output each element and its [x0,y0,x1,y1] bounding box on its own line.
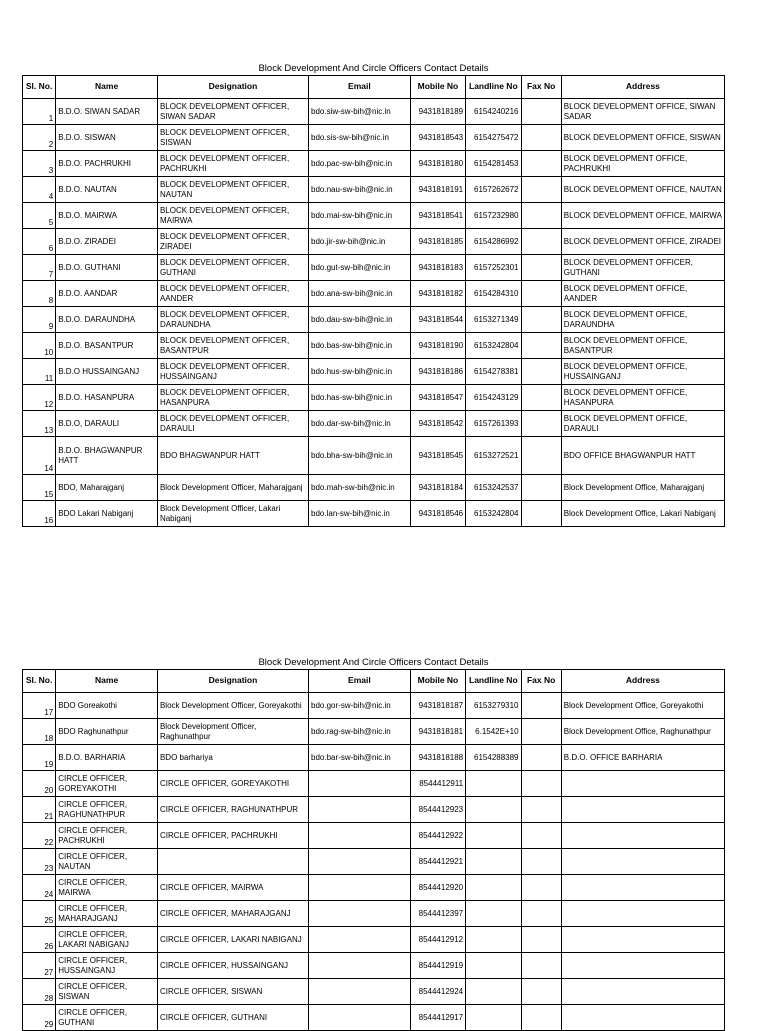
cell-designation: Block Development Officer, Raghunathpur [157,719,308,745]
cell-name: B.D.O. DARAUNDHA [56,307,158,333]
header-name: Name [56,670,158,693]
cell-fax [521,385,561,411]
cell-fax [521,411,561,437]
cell-sl-no: 21 [23,797,56,823]
header-designation: Designation [157,670,308,693]
cell-mobile: 9431818191 [410,177,465,203]
cell-email: bdo.ana-sw-bih@nic.in [309,281,411,307]
cell-email [309,875,411,901]
cell-sl-no: 1 [23,99,56,125]
cell-name: B.D.O. HASANPURA [56,385,158,411]
cell-mobile: 9431818545 [410,437,465,475]
cell-landline: 6153242537 [466,475,521,501]
cell-email: bdo.dar-sw-bih@nic.in [309,411,411,437]
cell-mobile: 9431818180 [410,151,465,177]
table-row [23,99,725,125]
cell-name: B.D.O HUSSAINGANJ [56,359,158,385]
cell-mobile: 9431818546 [410,501,465,527]
contacts-table [22,75,725,527]
cell-designation: Block Development Officer, Goreyakothi [157,693,308,719]
cell-designation: CIRCLE OFFICER, LAKARI NABIGANJ [157,927,308,953]
cell-designation: CIRCLE OFFICER, GOREYAKOTHI [157,771,308,797]
cell-landline [466,771,521,797]
header-email: Email [309,670,411,693]
cell-email: bdo.mai-sw-bih@nic.in [309,203,411,229]
header-email: Email [309,76,411,99]
cell-designation: BLOCK DEVELOPMENT OFFICER, DARAUNDHA [157,307,308,333]
cell-name: BDO Raghunathpur [56,719,158,745]
cell-address: BLOCK DEVELOPMENT OFFICE, PACHRUKHI [561,151,724,177]
cell-fax [521,151,561,177]
table-row [23,927,725,953]
cell-sl-no: 26 [23,927,56,953]
cell-fax [521,203,561,229]
cell-name: CIRCLE OFFICER, MAHARAJGANJ [56,901,158,927]
cell-sl-no: 29 [23,1005,56,1031]
cell-landline [466,875,521,901]
cell-fax [521,979,561,1005]
cell-address: BDO OFFICE BHAGWANPUR HATT [561,437,724,475]
cell-email: bdo.rag-sw-bih@nic.in [309,719,411,745]
header-address: Address [561,76,724,99]
cell-fax [521,501,561,527]
cell-fax [521,693,561,719]
cell-mobile: 9431818186 [410,359,465,385]
table-row [23,229,725,255]
cell-mobile: 8544412912 [410,927,465,953]
cell-designation: CIRCLE OFFICER, MAIRWA [157,875,308,901]
cell-sl-no: 5 [23,203,56,229]
cell-address: B.D.O. OFFICE BARHARIA [561,745,724,771]
cell-sl-no: 28 [23,979,56,1005]
table-row [23,437,725,475]
cell-address: BLOCK DEVELOPMENT OFFICE, HASANPURA [561,385,724,411]
cell-email [309,849,411,875]
cell-sl-no: 16 [23,501,56,527]
cell-name: B.D.O. BASANTPUR [56,333,158,359]
cell-mobile: 8544412917 [410,1005,465,1031]
cell-fax [521,437,561,475]
cell-landline: 6154278381 [466,359,521,385]
header-designation: Designation [157,76,308,99]
cell-address: BLOCK DEVELOPMENT OFFICE, DARAUNDHA [561,307,724,333]
cell-name: CIRCLE OFFICER, HUSSAINGANJ [56,953,158,979]
cell-fax [521,719,561,745]
cell-mobile: 8544412924 [410,979,465,1005]
cell-mobile: 9431818188 [410,745,465,771]
cell-landline: 6157232980 [466,203,521,229]
cell-landline: 6154240216 [466,99,521,125]
cell-address: BLOCK DEVELOPMENT OFFICE, ZIRADEI [561,229,724,255]
table-row [23,953,725,979]
sheet-2 [22,656,725,1031]
cell-name: CIRCLE OFFICER, RAGHUNATHPUR [56,797,158,823]
cell-designation: CIRCLE OFFICER, HUSSAINGANJ [157,953,308,979]
cell-sl-no: 23 [23,849,56,875]
cell-landline [466,823,521,849]
cell-landline [466,797,521,823]
cell-mobile: 9431818542 [410,411,465,437]
header-landline-no: Landline No [466,76,521,99]
table-row [23,745,725,771]
cell-landline: 6154286992 [466,229,521,255]
cell-mobile: 9431818190 [410,333,465,359]
cell-mobile: 9431818544 [410,307,465,333]
cell-address [561,979,724,1005]
table-row [23,307,725,333]
cell-designation: BLOCK DEVELOPMENT OFFICER, HASANPURA [157,385,308,411]
cell-sl-no: 2 [23,125,56,151]
cell-address [561,797,724,823]
cell-name: B.D.O, DARAULI [56,411,158,437]
cell-landline [466,979,521,1005]
cell-landline: 6157252301 [466,255,521,281]
cell-email [309,823,411,849]
cell-email [309,797,411,823]
cell-name: CIRCLE OFFICER, MAIRWA [56,875,158,901]
cell-designation: BLOCK DEVELOPMENT OFFICER, SIWAN SADAR [157,99,308,125]
sheet-1 [22,62,725,527]
cell-name: CIRCLE OFFICER, NAUTAN [56,849,158,875]
cell-mobile: 9431818182 [410,281,465,307]
cell-mobile: 8544412919 [410,953,465,979]
cell-landline [466,927,521,953]
cell-sl-no: 19 [23,745,56,771]
cell-address: BLOCK DEVELOPMENT OFFICE, HUSSAINGANJ [561,359,724,385]
cell-email: bdo.gor-sw-bih@nic.in [309,693,411,719]
header-name: Name [56,76,158,99]
cell-name: B.D.O. BARHARIA [56,745,158,771]
cell-landline: 6154243129 [466,385,521,411]
cell-sl-no: 24 [23,875,56,901]
cell-fax [521,927,561,953]
cell-designation: BLOCK DEVELOPMENT OFFICER, DARAULI [157,411,308,437]
cell-mobile: 9431818187 [410,693,465,719]
cell-email: bdo.hus-sw-bih@nic.in [309,359,411,385]
cell-landline: 6153242804 [466,333,521,359]
cell-landline: 6.1542E+10 [466,719,521,745]
cell-fax [521,771,561,797]
cell-mobile: 9431818543 [410,125,465,151]
cell-landline: 6153272521 [466,437,521,475]
cell-designation: BLOCK DEVELOPMENT OFFICER, HUSSAINGANJ [157,359,308,385]
cell-address: BLOCK DEVELOPMENT OFFICE, DARAULI [561,411,724,437]
cell-email [309,953,411,979]
sheet-title: Block Development And Circle Officers Contact Details [258,63,489,74]
cell-address: BLOCK DEVELOPMENT OFFICE, AANDER [561,281,724,307]
cell-fax [521,1005,561,1031]
cell-mobile: 8544412397 [410,901,465,927]
cell-email: bdo.has-sw-bih@nic.in [309,385,411,411]
cell-mobile: 9431818541 [410,203,465,229]
cell-email: bdo.nau-sw-bih@nic.in [309,177,411,203]
cell-address [561,875,724,901]
cell-fax [521,255,561,281]
cell-landline [466,1005,521,1031]
cell-name: B.D.O. BHAGWANPUR HATT [56,437,158,475]
cell-name: B.D.O. ZIRADEI [56,229,158,255]
table-row [23,823,725,849]
header-mobile-no: Mobile No [410,76,465,99]
table-row [23,203,725,229]
cell-address: BLOCK DEVELOPMENT OFFICER, GUTHANI [561,255,724,281]
contacts-table [22,669,725,1031]
table-header-row [23,76,725,99]
cell-designation: CIRCLE OFFICER, GUTHANI [157,1005,308,1031]
cell-email: bdo.gut-sw-bih@nic.in [309,255,411,281]
cell-address: Block Development Office, Raghunathpur [561,719,724,745]
cell-fax [521,875,561,901]
cell-fax [521,333,561,359]
cell-email: bdo.jir-sw-bih@nic.in [309,229,411,255]
cell-fax [521,953,561,979]
cell-sl-no: 3 [23,151,56,177]
cell-address: BLOCK DEVELOPMENT OFFICE, BASANTPUR [561,333,724,359]
cell-landline [466,901,521,927]
cell-address: Block Development Office, Goreyakothi [561,693,724,719]
cell-sl-no: 20 [23,771,56,797]
sheet-title: Block Development And Circle Officers Contact Details [258,657,489,668]
cell-mobile: 9431818184 [410,475,465,501]
cell-designation: BDO BHAGWANPUR HATT [157,437,308,475]
cell-landline: 6153242804 [466,501,521,527]
cell-designation: BLOCK DEVELOPMENT OFFICER, NAUTAN [157,177,308,203]
header-fax-no: Fax No [521,670,561,693]
cell-fax [521,229,561,255]
cell-sl-no: 14 [23,437,56,475]
header-address: Address [561,670,724,693]
cell-fax [521,745,561,771]
cell-email: bdo.siw-sw-bih@nic.in [309,99,411,125]
cell-name: B.D.O. MAIRWA [56,203,158,229]
cell-fax [521,901,561,927]
cell-email [309,901,411,927]
cell-address [561,849,724,875]
table-row [23,281,725,307]
cell-email: bdo.pac-sw-bih@nic.in [309,151,411,177]
cell-name: BDO Goreakothi [56,693,158,719]
cell-name: CIRCLE OFFICER, PACHRUKHI [56,823,158,849]
cell-fax [521,281,561,307]
cell-address: BLOCK DEVELOPMENT OFFICE, SIWAN SADAR [561,99,724,125]
cell-name: BDO, Maharajganj [56,475,158,501]
cell-landline: 6157262672 [466,177,521,203]
table-row [23,475,725,501]
cell-name: B.D.O. SISWAN [56,125,158,151]
header-sl-no: Sl. No. [23,76,56,99]
cell-address [561,927,724,953]
header-sl-no: Sl. No. [23,670,56,693]
cell-address [561,823,724,849]
cell-sl-no: 13 [23,411,56,437]
cell-address: BLOCK DEVELOPMENT OFFICE, MAIRWA [561,203,724,229]
cell-sl-no: 15 [23,475,56,501]
table-row [23,849,725,875]
cell-sl-no: 10 [23,333,56,359]
table-body [23,99,725,527]
table-row [23,151,725,177]
table-row [23,719,725,745]
table-row [23,177,725,203]
cell-fax [521,359,561,385]
cell-designation [157,849,308,875]
cell-designation: Block Development Officer, Maharajganj [157,475,308,501]
cell-mobile: 9431818547 [410,385,465,411]
table-row [23,359,725,385]
cell-email: bdo.bar-sw-bih@nic.in [309,745,411,771]
cell-sl-no: 4 [23,177,56,203]
cell-email: bdo.dau-sw-bih@nic.in [309,307,411,333]
cell-email [309,979,411,1005]
header-fax-no: Fax No [521,76,561,99]
cell-name: CIRCLE OFFICER, SISWAN [56,979,158,1005]
table-row [23,797,725,823]
cell-fax [521,99,561,125]
cell-landline: 6154288389 [466,745,521,771]
cell-mobile: 9431818183 [410,255,465,281]
table-row [23,255,725,281]
cell-designation: BLOCK DEVELOPMENT OFFICER, ZIRADEI [157,229,308,255]
table-row [23,875,725,901]
table-row [23,411,725,437]
cell-name: B.D.O. NAUTAN [56,177,158,203]
cell-landline: 6157261393 [466,411,521,437]
cell-sl-no: 9 [23,307,56,333]
header-landline-no: Landline No [466,670,521,693]
cell-landline: 6153271349 [466,307,521,333]
table-body [23,693,725,1031]
cell-mobile: 9431818189 [410,99,465,125]
table-row [23,771,725,797]
cell-fax [521,797,561,823]
cell-mobile: 8544412921 [410,849,465,875]
cell-designation: BLOCK DEVELOPMENT OFFICER, PACHRUKHI [157,151,308,177]
cell-email: bdo.bha-sw-bih@nic.in [309,437,411,475]
cell-email [309,927,411,953]
cell-landline [466,849,521,875]
cell-designation: BLOCK DEVELOPMENT OFFICER, AANDER [157,281,308,307]
cell-sl-no: 27 [23,953,56,979]
cell-landline: 6153279310 [466,693,521,719]
cell-email: bdo.sis-sw-bih@nic.in [309,125,411,151]
cell-address [561,1005,724,1031]
table-row [23,125,725,151]
cell-designation: BLOCK DEVELOPMENT OFFICER, GUTHANI [157,255,308,281]
cell-designation: BLOCK DEVELOPMENT OFFICER, MAIRWA [157,203,308,229]
cell-fax [521,823,561,849]
cell-fax [521,307,561,333]
cell-designation: BLOCK DEVELOPMENT OFFICER, SISWAN [157,125,308,151]
cell-landline [466,953,521,979]
header-mobile-no: Mobile No [410,670,465,693]
cell-fax [521,849,561,875]
cell-name: CIRCLE OFFICER, GOREYAKOTHI [56,771,158,797]
cell-fax [521,475,561,501]
cell-name: B.D.O. PACHRUKHI [56,151,158,177]
table-row [23,385,725,411]
cell-email [309,1005,411,1031]
cell-mobile: 9431818181 [410,719,465,745]
cell-name: CIRCLE OFFICER, GUTHANI [56,1005,158,1031]
cell-sl-no: 22 [23,823,56,849]
cell-landline: 6154281453 [466,151,521,177]
cell-sl-no: 6 [23,229,56,255]
table-row [23,693,725,719]
cell-address: BLOCK DEVELOPMENT OFFICE, SISWAN [561,125,724,151]
cell-email [309,771,411,797]
table-row [23,1005,725,1031]
table-row [23,333,725,359]
cell-mobile: 8544412920 [410,875,465,901]
cell-mobile: 8544412922 [410,823,465,849]
cell-email: bdo.bas-sw-bih@nic.in [309,333,411,359]
cell-fax [521,125,561,151]
table-row [23,901,725,927]
cell-email: bdo.lan-sw-bih@nic.in [309,501,411,527]
cell-name: BDO Lakari Nabiganj [56,501,158,527]
cell-designation: Block Development Officer, Lakari Nabiganj [157,501,308,527]
cell-name: B.D.O. AANDAR [56,281,158,307]
cell-landline: 6154284310 [466,281,521,307]
cell-sl-no: 7 [23,255,56,281]
cell-designation: CIRCLE OFFICER, SISWAN [157,979,308,1005]
table-header-row [23,670,725,693]
table-row [23,979,725,1005]
cell-sl-no: 11 [23,359,56,385]
cell-address: Block Development Office, Lakari Nabiganj [561,501,724,527]
cell-address [561,771,724,797]
cell-name: B.D.O. GUTHANI [56,255,158,281]
cell-designation: BDO barhariya [157,745,308,771]
cell-sl-no: 8 [23,281,56,307]
cell-address [561,901,724,927]
cell-name: CIRCLE OFFICER, LAKARI NABIGANJ [56,927,158,953]
cell-mobile: 8544412923 [410,797,465,823]
cell-email: bdo.mah-sw-bih@nic.in [309,475,411,501]
cell-address: BLOCK DEVELOPMENT OFFICE, NAUTAN [561,177,724,203]
cell-fax [521,177,561,203]
cell-designation: CIRCLE OFFICER, PACHRUKHI [157,823,308,849]
cell-address: Block Development Office, Maharajganj [561,475,724,501]
cell-landline: 6154275472 [466,125,521,151]
cell-sl-no: 17 [23,693,56,719]
cell-sl-no: 25 [23,901,56,927]
cell-designation: CIRCLE OFFICER, RAGHUNATHPUR [157,797,308,823]
cell-sl-no: 18 [23,719,56,745]
table-row [23,501,725,527]
cell-sl-no: 12 [23,385,56,411]
cell-address [561,953,724,979]
cell-designation: CIRCLE OFFICER, MAHARAJGANJ [157,901,308,927]
cell-name: B.D.O. SIWAN SADAR [56,99,158,125]
cell-designation: BLOCK DEVELOPMENT OFFICER, BASANTPUR [157,333,308,359]
cell-mobile: 9431818185 [410,229,465,255]
cell-mobile: 8544412911 [410,771,465,797]
